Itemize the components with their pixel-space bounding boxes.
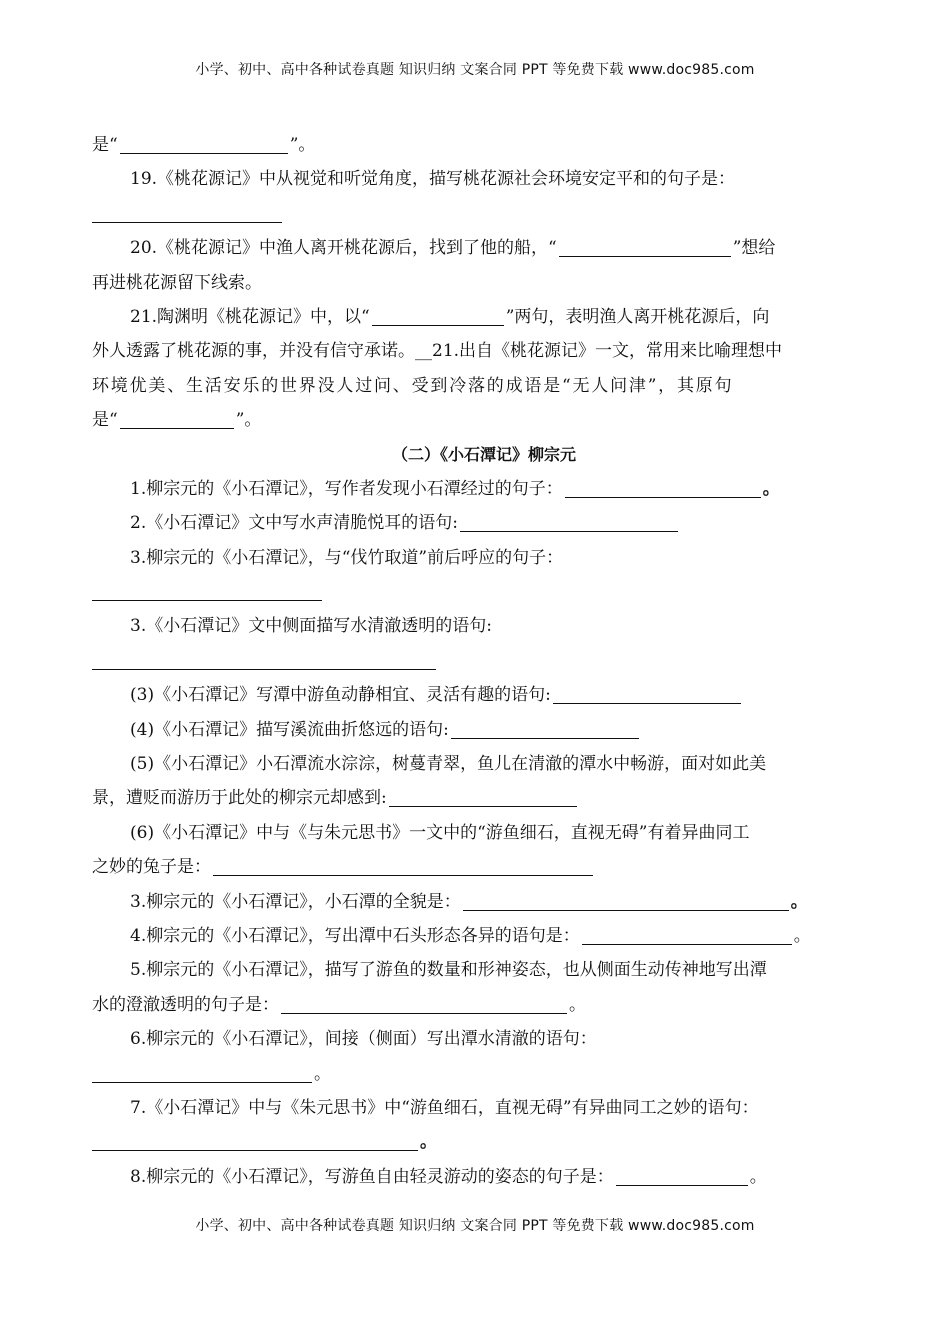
s2-q3b-answer <box>92 644 862 678</box>
answer-blank[interactable] <box>463 888 789 911</box>
q20-cont: 再进桃花源留下线索。 <box>92 272 262 293</box>
answer-blank[interactable] <box>559 234 731 257</box>
s2-q8: 8.柳宗元的《小石潭记》，写游鱼自由轻灵游动的姿态的句子是： 。 <box>92 1160 862 1194</box>
q21: 21.陶渊明《桃花源记》中，以“ ”两句，表明渔人离开桃花源后，向 <box>92 300 862 334</box>
q21-cont: 外人透露了桃花源的事，并没有信守承诺。__21.出自《桃花源记》一文，常用来比喻理想中 <box>92 341 783 362</box>
document-body <box>92 128 862 1194</box>
s2-q7-answer: 。 <box>92 1125 862 1159</box>
s2-q1: 1.柳宗元的《小石潭记》，写作者发现小石潭经过的句子： 。 <box>92 472 862 506</box>
s2-p6: (6)《小石潭记》中与《与朱元思书》一文中的“游鱼细石，直视无碍”有着异曲同工 <box>130 822 750 843</box>
answer-blank[interactable] <box>565 475 761 498</box>
s2-q3a-answer <box>92 575 862 609</box>
s2-q5: 5.柳宗元的《小石潭记》，描写了游鱼的数量和形神姿态，也从侧面生动传神地写出潭 <box>130 960 767 981</box>
answer-blank[interactable] <box>389 784 577 807</box>
answer-blank[interactable] <box>451 716 639 739</box>
answer-blank[interactable] <box>582 922 792 945</box>
answer-blank[interactable] <box>92 200 282 223</box>
q19-answer <box>92 197 862 231</box>
answer-blank[interactable] <box>616 1163 748 1186</box>
q19: 19.《桃花源记》中从视觉和听觉角度，描写桃花源社会环境安定平和的句子是： <box>130 169 736 190</box>
s2-q6-answer: 。 <box>92 1057 862 1091</box>
answer-blank[interactable] <box>92 1060 312 1083</box>
s2-q4: 4.柳宗元的《小石潭记》，写出潭中石头形态各异的语句是： 。 <box>92 919 862 953</box>
s2-p5: (5)《小石潭记》小石潭流水淙淙，树蔓青翠，鱼儿在清澈的潭水中畅游，面对如此美 <box>130 754 767 775</box>
q18-end: 是“ ”。 <box>92 128 862 162</box>
section-title: （二）《小石潭记》柳宗元 <box>391 444 576 464</box>
answer-blank[interactable] <box>92 1128 418 1151</box>
s2-p4: (4)《小石潭记》描写溪流曲折悠远的语句: <box>92 713 862 747</box>
page-footer: 小学、初中、高中各种试卷真题 知识归纳 文案合同 PPT 等免费下载 www.doc985.com <box>195 1218 755 1234</box>
answer-blank[interactable] <box>92 647 436 670</box>
s2-p6-cont: 之妙的兔子是： <box>92 850 862 884</box>
q21b-cont: 环境优美、生活安乐的世界没人过问、受到冷落的成语是“无人问津”，其原句 <box>92 375 734 396</box>
s2-p3: (3)《小石潭记》写潭中游鱼动静相宜、灵活有趣的语句: <box>92 678 862 712</box>
s2-p5-cont: 景，遭贬而游历于此处的柳宗元却感到: <box>92 781 862 815</box>
answer-blank[interactable] <box>372 303 504 326</box>
q20: 20.《桃花源记》中渔人离开桃花源后，找到了他的船，“ ”想给 <box>92 231 862 265</box>
s2-q7: 7.《小石潭记》中与《朱元思书》中“游鱼细石，直视无碍”有异曲同工之妙的语句： <box>130 1097 759 1118</box>
s2-q6: 6.柳宗元的《小石潭记》，间接（侧面）写出潭水清澈的语句： <box>130 1029 597 1050</box>
answer-blank[interactable] <box>460 509 678 532</box>
s2-q3c: 3.柳宗元的《小石潭记》，小石潭的全貌是： 。 <box>92 885 862 919</box>
q21b-end: 是“ ”。 <box>92 403 862 437</box>
answer-blank[interactable] <box>92 578 322 601</box>
s2-q3a: 3.柳宗元的《小石潭记》，与“伐竹取道”前后呼应的句子： <box>130 547 564 568</box>
answer-blank[interactable] <box>281 991 567 1014</box>
page-header: 小学、初中、高中各种试卷真题 知识归纳 文案合同 PPT 等免费下载 www.doc985.com <box>195 62 755 78</box>
s2-q3b: 3.《小石潭记》文中侧面描写水清澈透明的语句: <box>130 616 492 637</box>
answer-blank[interactable] <box>120 406 234 429</box>
s2-q5-cont: 水的澄澈透明的句子是： 。 <box>92 988 862 1022</box>
s2-q2: 2.《小石潭记》文中写水声清脆悦耳的语句: <box>92 506 862 540</box>
answer-blank[interactable] <box>120 131 288 154</box>
answer-blank[interactable] <box>553 681 741 704</box>
answer-blank[interactable] <box>213 853 593 876</box>
